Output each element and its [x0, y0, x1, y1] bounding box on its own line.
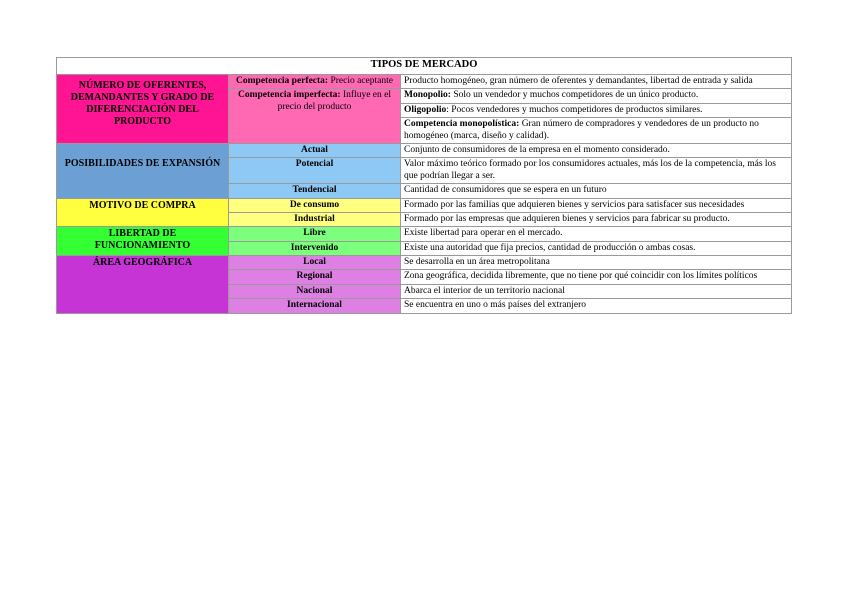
description-cell: Se desarrolla en un área metropolitana: [401, 256, 792, 270]
category-libertad: [57, 227, 229, 256]
description-cell: Formado por las familias que adquieren bienes y servicios para satisfacer sus necesidades: [401, 198, 792, 212]
category-label: POSIBILIDADES DE EXPANSIÓN: [64, 157, 221, 169]
subtype-cell: Regional: [229, 270, 401, 284]
term-label: Monopolio:: [404, 90, 451, 101]
description-cell: Valor máximo teórico formado por los consumidores actuales, más los de la competencia, más los que podrían llegar a ser.: [401, 158, 792, 184]
subtype-perfecta: [229, 75, 401, 89]
table-row: [57, 227, 792, 241]
category-label: NÚMERO DE OFERENTES, DEMANDANTES Y GRADO DE DIFERENCIACIÓN DEL PRODUCTO: [70, 80, 215, 127]
description-cell: Existe una autoridad que fija precios, cantidad de producción o ambas cosas.: [401, 241, 792, 255]
description-cell: Conjunto de consumidores de la empresa en el momento considerado.: [401, 143, 792, 157]
table-row: [57, 75, 792, 89]
subtype-cell: Industrial: [229, 212, 401, 226]
subtype-cell: Nacional: [229, 284, 401, 298]
term-label: Oligopolio: [404, 104, 447, 115]
subtype-cell: Potencial: [229, 158, 401, 184]
subtype-name: Competencia perfecta:: [236, 76, 329, 86]
category-oferentes: [57, 75, 229, 144]
description-cell: Se encuentra en uno o más países del extranjero: [401, 299, 792, 313]
category-label: ÁREA GEOGRÁFICA: [92, 257, 193, 269]
description-cell: Existe libertad para operar en el mercado.: [401, 227, 792, 241]
subtype-cell: Tendencial: [229, 184, 401, 198]
category-label: LIBERTAD DE FUNCIONAMIENTO: [94, 228, 191, 252]
description-cell: [401, 89, 792, 103]
subtype-cell: Intervenido: [229, 241, 401, 255]
term-text: Gran número de compradores y vendedores de un producto no homogéneo (marca, diseño y calidad).: [404, 119, 759, 141]
subtype-extra: Influye en el precio del producto: [277, 90, 391, 112]
subtype-cell: Internacional: [229, 299, 401, 313]
description-cell: [401, 103, 792, 117]
description-cell: Formado por las empresas que adquieren bienes y servicios para fabricar su producto.: [401, 212, 792, 226]
table-title: TIPOS DE MERCADO: [57, 58, 792, 75]
category-compra: [57, 198, 229, 227]
table-row: [57, 198, 792, 212]
table-title-row: [57, 58, 792, 75]
subtype-cell: De consumo: [229, 198, 401, 212]
term-text: Solo un vendedor y muchos competidores de un único producto.: [450, 90, 699, 101]
subtype-extra: Precio aceptante: [328, 76, 393, 86]
subtype-cell: Actual: [229, 143, 401, 157]
description-cell: Abarca el interior de un territorio nacional: [401, 284, 792, 298]
market-types-table: [56, 57, 792, 314]
category-expansion: [57, 143, 229, 198]
category-geo: [57, 256, 229, 314]
term-text: : Pocos vendedores y muchos competidores de productos similares.: [446, 104, 703, 115]
description-cell: Cantidad de consumidores que se espera en un futuro: [401, 184, 792, 198]
category-label: MOTIVO DE COMPRA: [89, 199, 196, 211]
subtype-cell: Libre: [229, 227, 401, 241]
description-cell: Zona geográfica, decidida libremente, que no tiene por qué coincidir con los límites políticos: [401, 270, 792, 284]
term-label: Competencia monopolística:: [404, 119, 520, 130]
description-cell: Producto homogéneo, gran número de oferentes y demandantes, libertad de entrada y salida: [401, 75, 792, 89]
table-row: [57, 256, 792, 270]
table-row: [57, 143, 792, 157]
subtype-imperfecta: [229, 89, 401, 144]
description-cell: [401, 118, 792, 144]
subtype-cell: Local: [229, 256, 401, 270]
subtype-name: Competencia imperfecta:: [237, 90, 341, 101]
